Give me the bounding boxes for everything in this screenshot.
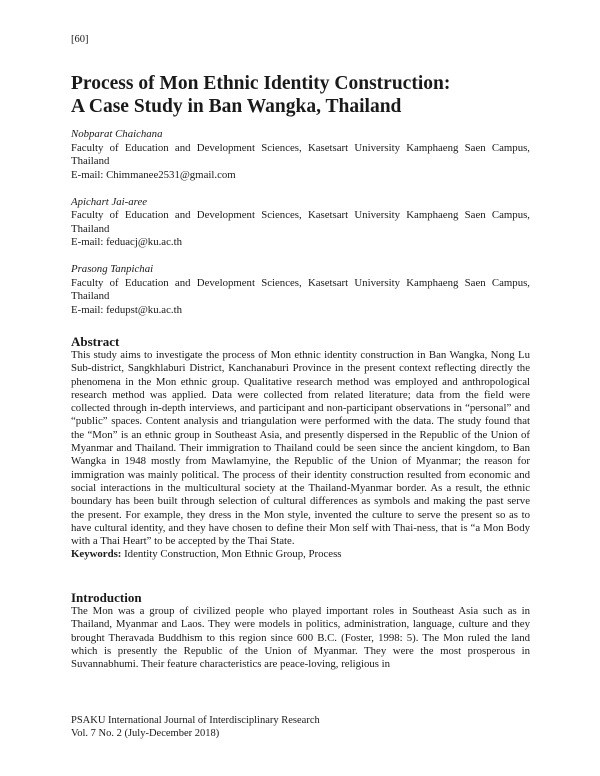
author-name: Nobparat Chaichana — [71, 128, 163, 140]
author-name: Prasong Tanpichai — [71, 263, 154, 275]
author-email: E-mail: feduacj@ku.ac.th — [71, 236, 182, 248]
author-affiliation: Faculty of Education and Development Sciences, Kasetsart University Kamphaeng Saen Campus, Thailand — [71, 276, 530, 302]
author-block — [71, 128, 530, 182]
keywords-label: Keywords: — [71, 548, 122, 561]
introduction-heading: Introduction — [71, 590, 142, 605]
page-footer — [71, 714, 320, 740]
keywords-line — [71, 548, 530, 561]
author-affiliation: Faculty of Education and Development Sciences, Kasetsart University Kamphaeng Saen Campus, Thailand — [71, 209, 530, 235]
introduction-text: The Mon was a group of civilized people who played important roles in Southeast Asia such as in Thailand, Myanmar and Laos. They were models in politics, administration, language, culture and they brought Theravada Buddhism to this region since 600 B.C. (Foster, 1998: 5). The Mon ruled the land which is presently the Republic of the Union of Myanmar. They were the most prosperous in Suvannabhumi. Their feature characteristics are peace-loving, religious in — [71, 605, 530, 671]
page-number: [60] — [71, 34, 89, 45]
author-email: E-mail: Chimmanee2531@gmail.com — [71, 168, 236, 181]
paper-title — [71, 73, 541, 118]
author-name: Apichart Jai-aree — [71, 195, 148, 208]
footer-journal-name: PSAKU International Journal of Interdisciplinary Research — [71, 715, 320, 726]
author-block — [71, 263, 530, 317]
abstract-text: This study aims to investigate the process of Mon ethnic identity construction in Ban Wangka, Nong Lu Sub-district, Sangkhlaburi District, Kanchanaburi Province in the present context reflecting directly the phenomena in the Mon ethnic group. Qualitative research method was employed and anthropological research method was applied. Data were collected from related literature; data from the field were collected through in-depth interviews, and participant and non-participant observations in “personal” and “public” spaces. Content analysis and triangulation were performed with the data. The study found that the “Mon” is an ethnic group in Southeast Asia, and presently dispersed in the Republic of the Union of Myanmar and Thailand. Their immigration to Thailand could be seen since the ancient kingdom, to Ban Wangka in 1948 mostly from Mawlamyine, the Republic of the Union of Myanmar; the reason for immigration was mainly political. The process of their identity construction resulted from economic and social interactions in the multicultural society at the Thailand-Myanmar border. As a result, the ethnic boundary has been built through selection of cultural differences as symbols and making the past serve the present. For example, they dress in the Mon style, invented the culture to serve the present so as to have cultural identity, and they have chosen to define their Mon self with Thai-ness, that is “a Mon Body with a Thai Heart” to be accepted by the Thai State. — [71, 349, 530, 548]
footer-volume: Vol. 7 No. 2 (July-December 2018) — [71, 728, 220, 739]
author-email: E-mail: fedupst@ku.ac.th — [71, 303, 182, 316]
title-line-1: Process of Mon Ethnic Identity Construction: — [71, 73, 451, 94]
author-affiliation: Faculty of Education and Development Sciences, Kasetsart University Kamphaeng Saen Campus, Thailand — [71, 141, 530, 167]
abstract-heading: Abstract — [71, 334, 120, 349]
introduction-section — [71, 590, 530, 671]
keywords-text: Identity Construction, Mon Ethnic Group, Process — [121, 548, 342, 561]
abstract-section — [71, 334, 530, 562]
author-list — [71, 128, 530, 331]
author-block — [71, 196, 530, 250]
title-line-2: A Case Study in Ban Wangka, Thailand — [71, 95, 402, 117]
